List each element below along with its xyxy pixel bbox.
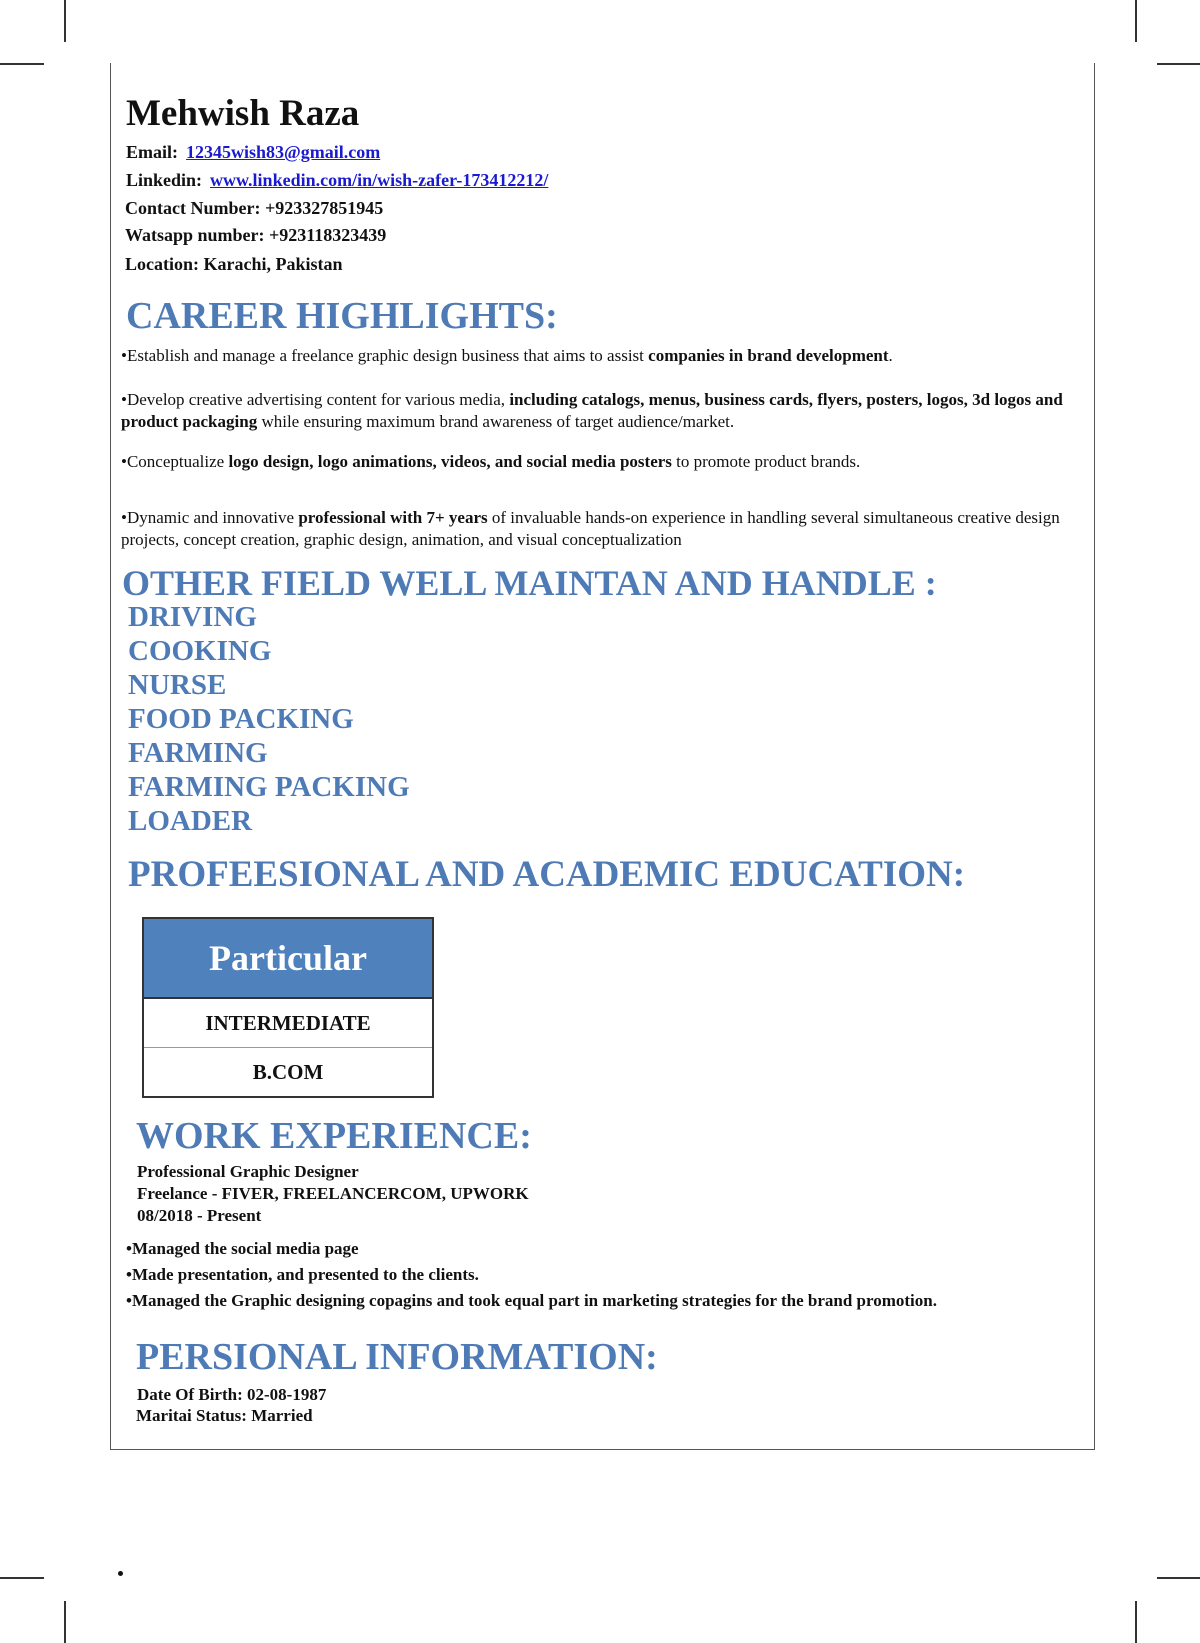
- career-bullet: •Conceptualize logo design, logo animations, videos, and social media posters to promote product brands.: [121, 452, 861, 471]
- job-company: Freelance - FIVER, FREELANCERCOM, UPWORK: [137, 1184, 529, 1203]
- work-bullet: •Managed the Graphic designing copagins and took equal part in marketing strategies for the brand promotion.: [126, 1291, 937, 1310]
- work-bullet: •Made presentation, and presented to the clients.: [126, 1265, 479, 1284]
- field-item: DRIVING: [128, 601, 257, 633]
- crop-mark: [64, 1601, 66, 1643]
- crop-mark: [0, 63, 44, 65]
- field-item: LOADER: [128, 805, 253, 837]
- career-bullet: •Dynamic and innovative professional with 7+ years of invaluable hands-on experience in handling several simultaneous creative design projects, concept creation, graphic design, animation, and visual conceptualization: [121, 508, 1060, 549]
- crop-mark: [1135, 1601, 1137, 1643]
- work-heading: WORK EXPERIENCE:: [136, 1115, 532, 1157]
- candidate-name: Mehwish Raza: [126, 93, 360, 134]
- crop-mark: [1157, 1577, 1200, 1579]
- education-table: [142, 917, 434, 1098]
- linkedin-line: [126, 170, 548, 191]
- field-item: FOOD PACKING: [128, 703, 354, 735]
- job-dates: 08/2018 - Present: [137, 1206, 262, 1225]
- career-heading: CAREER HIGHLIGHTS:: [126, 295, 558, 337]
- crop-mark: [0, 1577, 44, 1579]
- field-item: COOKING: [128, 635, 272, 667]
- other-heading: OTHER FIELD WELL MAINTAN AND HANDLE :: [122, 563, 937, 603]
- work-bullet: •Managed the social media page: [126, 1239, 359, 1258]
- field-item: NURSE: [128, 669, 227, 701]
- job-title: Professional Graphic Designer: [137, 1162, 359, 1181]
- crop-mark: [1135, 0, 1137, 42]
- marital-status: Maritai Status: Married: [136, 1406, 313, 1425]
- career-bullet: •Develop creative advertising content for various media, including catalogs, menus, business cards, flyers, posters, logos, 3d logos and product packaging while ensuring maximum brand awareness of target audience/market.: [121, 390, 1063, 431]
- personal-heading: PERSIONAL INFORMATION:: [136, 1336, 658, 1378]
- email-link[interactable]: 12345wish83@gmail.com: [186, 142, 381, 162]
- location: Location: Karachi, Pakistan: [125, 254, 343, 274]
- education-row: INTERMEDIATE: [143, 998, 433, 1048]
- education-row: B.COM: [143, 1048, 433, 1098]
- career-bullet: •Establish and manage a freelance graphic design business that aims to assist companies in brand development.: [121, 346, 893, 365]
- linkedin-label: Linkedin:: [126, 170, 203, 190]
- education-heading: PROFEESIONAL AND ACADEMIC EDUCATION:: [128, 854, 966, 895]
- crop-mark: [1157, 63, 1200, 65]
- email-line: [126, 142, 380, 163]
- crop-mark: [64, 0, 66, 42]
- date-of-birth: Date Of Birth: 02-08-1987: [137, 1385, 327, 1404]
- field-item: FARMING: [128, 737, 268, 769]
- email-label: Email:: [126, 142, 178, 162]
- field-item: FARMING PACKING: [128, 771, 410, 803]
- contact-number: Contact Number: +923327851945: [125, 198, 384, 218]
- stray-dot: [118, 1571, 123, 1576]
- education-column-header: Particular: [143, 918, 433, 998]
- whatsapp-number: Watsapp number: +923118323439: [125, 225, 387, 245]
- linkedin-link[interactable]: www.linkedin.com/in/wish-zafer-173412212/: [210, 170, 549, 190]
